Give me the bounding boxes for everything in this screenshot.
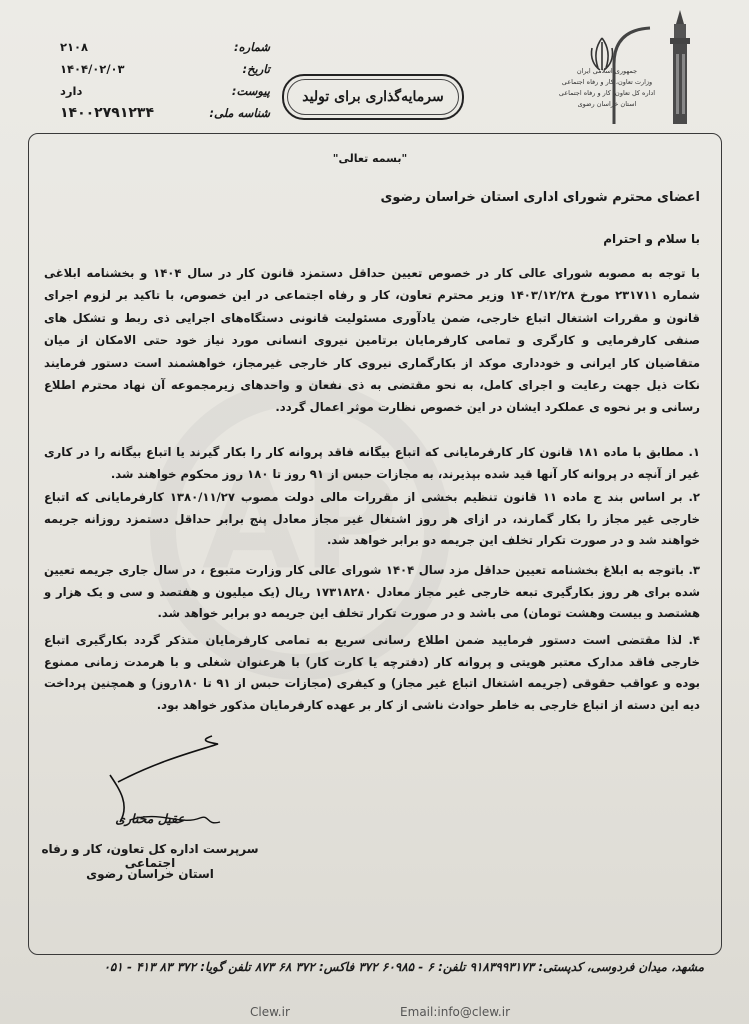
addressee: اعضای محترم شورای اداری استان خراسان رضوی: [380, 190, 700, 205]
greeting: با سلام و احترام: [603, 232, 700, 246]
basmala: "بسمه تعالی": [332, 152, 408, 165]
list-item: ۱. مطابق با ماده ۱۸۱ قانون کار کارفرمایانی که اتباع بیگانه فاقد پروانه کار را بکار گیرند یا اتباع بیگانه را در کاری غیر از آنچه در پروانه کار آنها قید شده بپذیرند، به مجازات حبس از ۹۱ روز تا ۱۸۰ روز محکوم خواهند شد.: [44, 445, 700, 481]
attachment-label: پیوست:: [231, 84, 270, 98]
footer-website: Clew.ir: [250, 1005, 290, 1019]
date-value: ۱۴۰۴/۰۲/۰۳: [60, 62, 125, 76]
list-item: ۳. باتوجه به ابلاغ بخشنامه تعیین حداقل مزد سال ۱۴۰۴ شورای عالی کار وزارت متبوع ، در سال جاری جریمه تعیین شده برای هر روز بکارگیری تبعه خارجی غیر مجاز معادل ۱۷۳۱۸۲۸۰ ریال (یک میلیون و هفتصد و سی و یک هزار و هشتصد و بیست وهشت تومان) می باشد و در صورت تکرار تخلف این جریمه دو برابر خواهد شد.: [44, 563, 700, 621]
attachment-row: [60, 80, 270, 102]
number-label: شماره:: [234, 40, 270, 54]
org-line: جمهوری اسلامی ایران: [576, 67, 638, 75]
list-item: ۲. بر اساس بند ج ماده ۱۱ قانون تنظیم بخشی از مقررات مالی دولت مصوب ۱۳۸۰/۱۱/۲۷ کارفرمایانی که اتباع خارجی غیر مجاز را بکار گمارند، در ازای هر روز اشتغال غیر مجاز معادل پنج برابر حداقل دستمزد روزانه جریمه خواهند شد و در صورت تکرار تخلف این جریمه دو برابر خواهد شد.: [44, 490, 700, 548]
footer-address: مشهد، میدان فردوسی، کدپستی: ۹۱۸۳۹۹۳۱۷۳ تلفن: ۶ - ۶۰۹۸۵ ۳۷۲ فاکس: ۳۷۲ ۶۸ ۸۷۳ تلفن گویا: ۳۷۲ ۸۳ ۴۱۳ - ۰۵۱: [103, 960, 704, 974]
letter-meta: [60, 36, 270, 124]
number-value: ۲۱۰۸: [60, 40, 89, 54]
date-label: تاریخ:: [242, 62, 270, 76]
org-line: وزارت تعاون، کار و رفاه اجتماعی: [561, 78, 653, 86]
org-line: اداره کل تعاون، کار و رفاه اجتماعی استان خراسان رضوی: [558, 89, 656, 108]
slogan-banner: سرمایه‌گذاری برای تولید: [282, 74, 464, 120]
date-row: [60, 58, 270, 80]
footer-email: Email:info@clew.ir: [400, 1005, 510, 1019]
signer-title: سرپرست اداره کل تعاون، کار و رفاه اجتماعی: [41, 842, 259, 870]
signer-province: استان خراسان رضوی: [86, 867, 214, 881]
attachment-value: دارد: [60, 84, 83, 98]
minaret-logo-icon: [660, 8, 700, 126]
signer-name: عقیل مختاری: [115, 811, 185, 826]
intro-paragraph: با توجه به مصوبه شورای عالی کار در خصوص تعیین حداقل دستمزد قانون کار در سال ۱۴۰۴ و بخشنامه ابلاغی شماره ۲۳۱۷۱۱ مورخ ۱۴۰۳/۱۲/۲۸ وزیر محترم تعاون، کار و رفاه اجتماعی در این خصوص، با تاکید بر لزوم اجرای قانون و مقررات اشتغال اتباع خارجی، ضمن یادآوری مسئولیت قانونی دستگاه‌های اجرایی ذی ربط و تشکل های صنفی کارفرمایی و کارگری و تمامی کارفرمایان برتامین نیروی انسانی مورد نیاز خود حتی الامکان از میان متقاضیان کار ایرانی و خودداری موکد از بکارگماری نیروی کار خارجی غیرمجاز، خواهشمند است دستور فرمایند نکات ذیل جهت رعایت و اجرای کامل، به نحو مقتضی به ذی نفعان و واحدهای زیرمجموعه آن نهاد محترم اطلاع رسانی و بر نحوه ی عملکرد ایشان در این خصوص نظارت موثر اعمال گردد.: [44, 266, 700, 415]
footer-contact: [250, 1005, 510, 1019]
national-id-label: شناسه ملی:: [209, 106, 270, 120]
number-row: [60, 36, 270, 58]
list-item: ۴. لذا مقتضی است دستور فرمایید ضمن اطلاع رسانی سریع به تمامی کارفرمایان متذکر گردد بکارگیری اتباع خارجی فاقد مدارک معتبر هویتی و پروانه کار (دفترچه یا کارت کار) با هرعنوان شغلی و با هرمدت زمانی ممنوع بوده و عواقب حقوقی (جریمه اشتغال اتباع غیر مجاز) و کیفری (مجازات حبس از ۹۱ تا ۱۸۰روز) و همچنین پرداخت دیه این دسته از اتباع خارجی به خاطر حوادث ناشی از کار بر عهده کارفرمایان مذکور خواهد بود.: [44, 633, 700, 712]
national-id-row: [60, 102, 270, 124]
national-id-value: ۱۴۰۰۲۷۹۱۲۳۴: [60, 105, 154, 121]
